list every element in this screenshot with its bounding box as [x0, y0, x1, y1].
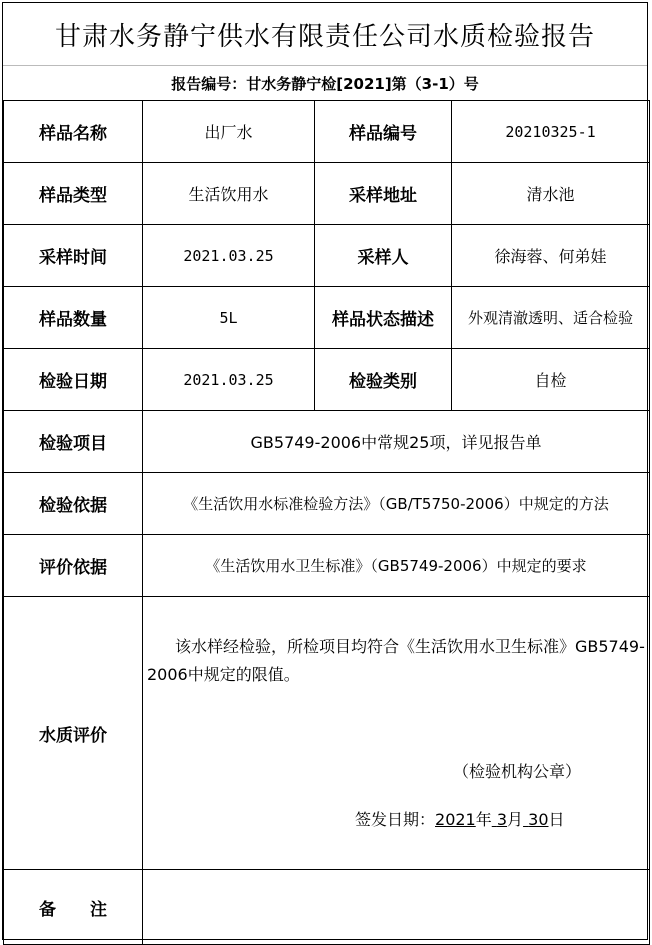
row-sample-time — [4, 225, 650, 287]
row-eval-basis — [4, 535, 650, 597]
row-sample-type — [4, 163, 650, 225]
test-basis-label: 检验依据 — [4, 473, 143, 535]
issue-month: 3 — [496, 810, 508, 829]
report-number: 报告编号：甘水务静宁检[2021]第（3-1）号 — [3, 65, 647, 101]
test-items-value: GB5749-2006中常规25项，详见报告单 — [143, 411, 650, 473]
sampler-value: 徐海蓉、何弟娃 — [452, 225, 650, 287]
sample-time-value: 2021.03.25 — [143, 225, 315, 287]
sampler-label: 采样人 — [315, 225, 452, 287]
sample-qty-label: 样品数量 — [4, 287, 143, 349]
issue-month-unit: 月 — [507, 810, 524, 829]
sample-type-label: 样品类型 — [4, 163, 143, 225]
test-category-label: 检验类别 — [315, 349, 452, 411]
evaluation-cell — [143, 597, 650, 870]
sample-addr-label: 采样地址 — [315, 163, 452, 225]
row-test-date — [4, 349, 650, 411]
row-sample-name — [4, 101, 650, 163]
sample-state-value: 外观清澈透明、适合检验 — [452, 287, 650, 349]
sample-time-label: 采样时间 — [4, 225, 143, 287]
sample-qty-value: 5L — [143, 287, 315, 349]
remarks-value — [143, 870, 650, 945]
issue-year-unit: 年 — [475, 810, 492, 829]
issue-date — [355, 807, 565, 830]
eval-basis-value: 《生活饮用水卫生标准》（GB5749-2006）中规定的要求 — [143, 535, 650, 597]
sample-name-value: 出厂水 — [143, 101, 315, 163]
evaluation-label: 水质评价 — [4, 597, 143, 870]
sample-state-label: 样品状态描述 — [315, 287, 452, 349]
sample-addr-value: 清水池 — [452, 163, 650, 225]
row-sample-qty — [4, 287, 650, 349]
eval-basis-label: 评价依据 — [4, 535, 143, 597]
sample-no-value: 20210325-1 — [452, 101, 650, 163]
official-seal-note: （检验机构公章） — [453, 762, 582, 781]
test-date-value: 2021.03.25 — [143, 349, 315, 411]
row-evaluation — [4, 597, 650, 870]
test-basis-value: 《生活饮用水标准检验方法》（GB/T5750-2006）中规定的方法 — [143, 473, 650, 535]
issue-date-label: 签发日期： — [355, 810, 436, 829]
test-date-label: 检验日期 — [4, 349, 143, 411]
sample-name-label: 样品名称 — [4, 101, 143, 163]
water-quality-report — [2, 2, 648, 940]
row-test-items — [4, 411, 650, 473]
issue-day: 30 — [528, 810, 549, 829]
remarks-label: 备 注 — [4, 870, 143, 945]
issue-year: 2021 — [435, 810, 476, 829]
report-title: 甘肃水务静宁供水有限责任公司水质检验报告 — [54, 21, 595, 52]
report-table — [3, 100, 650, 945]
sample-type-value: 生活饮用水 — [143, 163, 315, 225]
test-items-label: 检验项目 — [4, 411, 143, 473]
issue-day-unit: 日 — [548, 810, 565, 829]
row-test-basis — [4, 473, 650, 535]
evaluation-text: 该水样经检验，所检项目均符合《生活饮用水卫生标准》GB5749-2006中规定的限值。 — [147, 637, 645, 684]
row-remarks — [4, 870, 650, 945]
sample-no-label: 样品编号 — [315, 101, 452, 163]
test-category-value: 自检 — [452, 349, 650, 411]
